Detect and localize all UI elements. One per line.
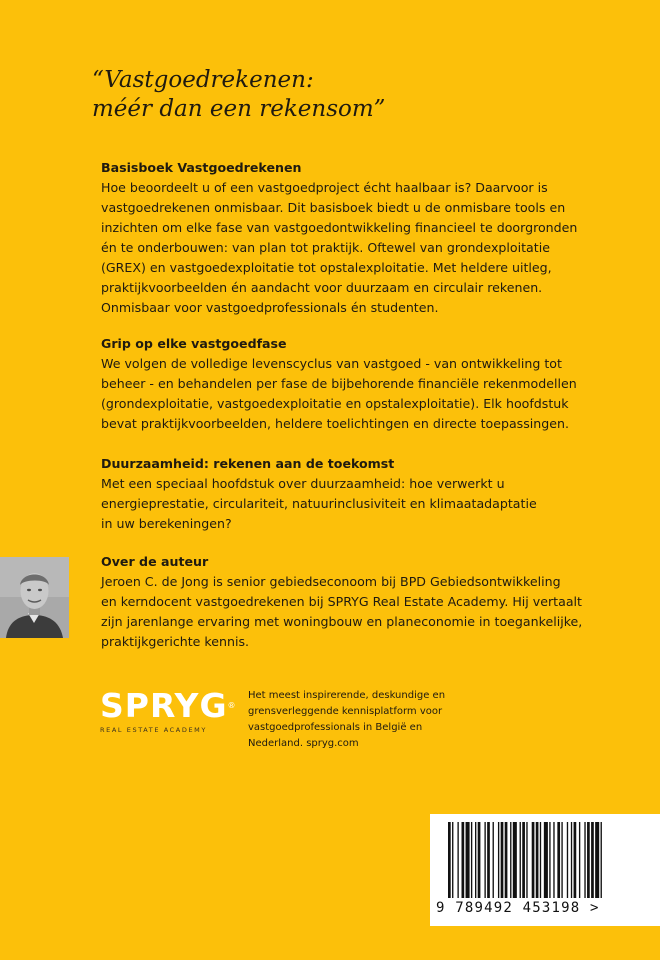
cover-quote bbox=[92, 66, 612, 124]
section-body: We volgen de volledige levenscyclus van vastgoed - van ontwikkeling tot beheer - en behandelen per fase de bijbehorende financiële rekenmodellen (grondexploitatie, vastgoedexploitatie en opstalexploitatie). Elk hoofdstuk bevat praktijkvoorbeelden, heldere toelichtingen en directe toepassingen. bbox=[101, 356, 577, 431]
section-grip bbox=[101, 334, 641, 434]
isbn-barcode bbox=[430, 814, 660, 926]
isbn-number: 9 789492 453198 > bbox=[436, 900, 600, 916]
author-portrait-icon bbox=[0, 557, 69, 638]
section-duurzaamheid bbox=[101, 454, 641, 534]
platform-description: Het meest inspirerende, deskundige en grensverleggende kennisplatform voor vastgoedprofessionals in België en Nederland. spryg.com bbox=[248, 690, 446, 749]
logo-wordmark bbox=[100, 686, 237, 725]
section-basisboek bbox=[101, 158, 641, 318]
section-heading: Basisboek Vastgoedrekenen bbox=[101, 160, 302, 175]
quote-line-1: “Vastgoedrekenen: bbox=[92, 67, 314, 93]
section-body: Jeroen C. de Jong is senior gebiedseconoom bij BPD Gebiedsontwikkeling en kerndocent vastgoedrekenen bij SPRYG Real Estate Academy. Hij vertaalt zijn jarenlange ervaring met woningbouw en planeconomie in toegankelijke, praktijkgerichte kennis. bbox=[101, 574, 583, 649]
section-heading: Over de auteur bbox=[101, 554, 209, 569]
section-body: Hoe beoordeelt u of een vastgoedproject écht haalbaar is? Daarvoor is vastgoedrekenen onmisbaar. Dit basisboek biedt u de onmisbare tools en inzichten om elke fase van vastgoedontwikkeling financieel te doorgronden én te onderbouwen: van plan tot praktijk. Oftewel van grondexploitatie (GREX) en vastgoedexploitatie tot opstalexploitatie. Met heldere uitleg, praktijkvoorbeelden én aandacht voor duurzaam en circulair rekenen. Onmisbaar voor vastgoedprofessionals én studenten. bbox=[101, 180, 578, 315]
logo-tagline: REAL ESTATE ACADEMY bbox=[100, 726, 207, 734]
section-body: Met een speciaal hoofdstuk over duurzaamheid: hoe verwerkt u energieprestatie, circulariteit, natuurinclusiviteit en klimaatadaptatie in uw berekeningen? bbox=[101, 476, 537, 531]
section-auteur bbox=[101, 552, 641, 652]
quote-line-2: méér dan een rekensom” bbox=[92, 96, 386, 122]
spryg-logo bbox=[100, 686, 237, 734]
section-heading: Duurzaamheid: rekenen aan de toekomst bbox=[101, 456, 395, 471]
registered-mark: ® bbox=[227, 701, 237, 710]
section-heading: Grip op elke vastgoedfase bbox=[101, 336, 287, 351]
logo-word-text: SPRYG bbox=[100, 686, 228, 725]
author-photo bbox=[0, 557, 69, 638]
barcode-icon bbox=[430, 814, 660, 904]
